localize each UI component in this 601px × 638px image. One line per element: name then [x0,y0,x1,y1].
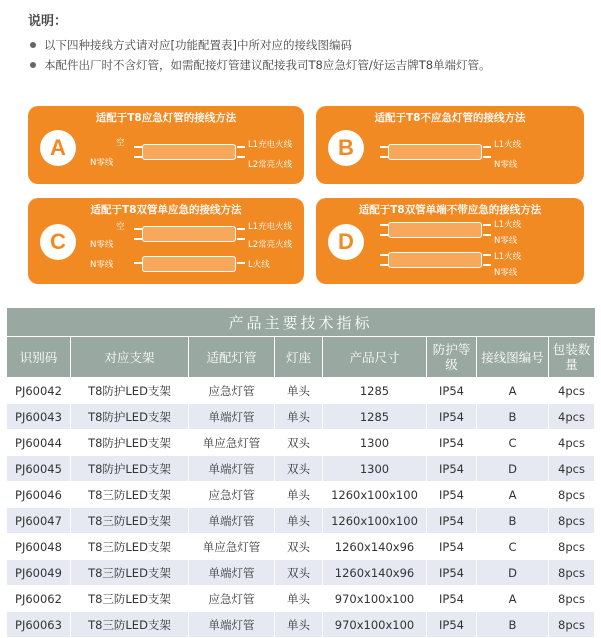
tube-pin [483,146,491,148]
table-cell: 应急灯管 [189,586,275,612]
table-row [7,430,595,456]
table-row [7,612,595,638]
tube-graphic [142,144,236,160]
tube-pin [134,228,142,230]
table-cell: 4pcs [549,378,595,404]
table-cell: 单端灯管 [189,456,275,482]
table-cell: B [477,404,549,430]
wiring-card-a [28,106,304,184]
table-cell: 970x100x100 [323,586,427,612]
note-item: 以下四种接线方式请对应[功能配置表]中所对应的接线图编码 [28,35,588,55]
table-cell: 8pcs [549,508,595,534]
table-cell: 4pcs [549,404,595,430]
table-cell: T8防护LED支架 [71,404,189,430]
letter-badge: D [328,224,364,260]
table-cell: 单应急灯管 [189,430,275,456]
wiring-card-b [316,106,584,184]
table-cell: IP54 [427,404,477,430]
column-header: 防护等级 [427,337,477,378]
table-cell: A [477,586,549,612]
table-cell: PJ60043 [7,404,71,430]
card-title: 适配于T8应急灯管的接线方法 [95,112,237,124]
table-cell: 4pcs [549,430,595,456]
table-cell: 双头 [275,534,323,560]
table-cell: IP54 [427,560,477,586]
table-cell: 单端灯管 [189,404,275,430]
table-cell: IP54 [427,456,477,482]
table-row [7,482,595,508]
table-cell: 1260x140x96 [323,534,427,560]
table-cell: 单端灯管 [189,560,275,586]
table-cell: D [477,456,549,482]
table-cell: IP54 [427,534,477,560]
tube-pin [237,238,245,240]
column-header: 包装数量 [549,337,595,378]
tube-pin [237,146,245,148]
table-cell: C [477,534,549,560]
table-cell: PJ60062 [7,586,71,612]
column-header: 对应支架 [71,337,189,378]
table-cell: T8防护LED支架 [71,378,189,404]
table-cell: 1300 [323,456,427,482]
tube-pin [380,254,388,256]
wire-label: N零线 [90,240,114,250]
tube-pin [380,234,388,236]
table-cell: 应急灯管 [189,378,275,404]
wire-label: L火线 [248,260,270,270]
table-cell: T8防护LED支架 [71,456,189,482]
tube-pin [483,264,491,266]
table-cell: B [477,508,549,534]
table-title: 产品主要技术指标 [7,308,595,337]
tube-pin [483,224,491,226]
table-cell: 单头 [275,378,323,404]
column-header: 产品尺寸 [323,337,427,378]
tube-graphic [388,222,482,238]
card-title: 适配于T8双管单端不带应急的接线方法 [358,204,542,216]
wire-label: L1充电火线 [248,222,293,232]
tube-pin [134,238,142,240]
table-cell: 双头 [275,456,323,482]
tube-pin [134,146,142,148]
tube-pin [134,156,142,158]
wire-label: N零线 [90,260,114,270]
table-cell: 1285 [323,378,427,404]
table-row [7,560,595,586]
table-cell: PJ60045 [7,456,71,482]
column-header: 识别码 [7,337,71,378]
table-cell: IP54 [427,586,477,612]
table-cell: 单头 [275,508,323,534]
wire-label: L1火线 [494,140,522,150]
wire-label: L2常亮火线 [248,240,293,250]
table-cell: 单头 [275,612,323,638]
table-cell: T8三防LED支架 [71,612,189,638]
table-cell: PJ60063 [7,612,71,638]
tube-pin [380,146,388,148]
table-cell: PJ60047 [7,508,71,534]
table-cell: T8三防LED支架 [71,482,189,508]
column-header: 接线图编号 [477,337,549,378]
table-cell: 970x100x100 [323,612,427,638]
table-cell: IP54 [427,430,477,456]
table-cell: PJ60046 [7,482,71,508]
table-cell: 单头 [275,482,323,508]
table-header-row [7,337,595,378]
tube-pin [134,262,142,264]
tube-graphic [142,226,236,242]
spec-table-section [6,308,594,638]
table-cell: 1260x100x100 [323,482,427,508]
wire-label: N零线 [494,160,518,170]
wire-label: L1火线 [494,252,522,262]
table-cell: 8pcs [549,612,595,638]
letter-badge: C [40,224,76,260]
wire-label: L1火线 [494,220,522,230]
table-cell: PJ60044 [7,430,71,456]
table-cell: A [477,378,549,404]
tube-pin [237,262,245,264]
table-cell: 8pcs [549,534,595,560]
table-cell: T8三防LED支架 [71,534,189,560]
table-row [7,534,595,560]
table-cell: T8三防LED支架 [71,586,189,612]
table-cell: 双头 [275,430,323,456]
tube-pin [380,224,388,226]
letter-badge: A [40,130,76,166]
tube-pin [380,156,388,158]
table-cell: 单头 [275,404,323,430]
table-row [7,508,595,534]
card-title: 适配于T8不应急灯管的接线方法 [374,112,526,124]
table-cell: T8三防LED支架 [71,560,189,586]
tube-pin [483,156,491,158]
table-body [7,378,595,638]
table-cell: D [477,560,549,586]
wire-label: N零线 [494,236,518,246]
table-cell: 应急灯管 [189,482,275,508]
table-row [7,378,595,404]
tube-pin [380,264,388,266]
tube-pin [237,156,245,158]
table-cell: 单应急灯管 [189,534,275,560]
table-cell: IP54 [427,612,477,638]
table-cell: 双头 [275,560,323,586]
spec-table [6,308,595,638]
letter-badge: B [328,130,364,166]
table-cell: A [477,482,549,508]
table-row [7,404,595,430]
table-cell: 1285 [323,404,427,430]
column-header: 灯座 [275,337,323,378]
wiring-card-d [316,198,584,284]
table-cell: PJ60049 [7,560,71,586]
wire-label: L1充电火线 [248,140,293,150]
table-cell: 8pcs [549,586,595,612]
table-cell: 单端灯管 [189,612,275,638]
table-cell: C [477,430,549,456]
table-cell: 1300 [323,430,427,456]
wire-label: N零线 [90,158,114,168]
tube-graphic [142,256,236,272]
table-cell: T8三防LED支架 [71,508,189,534]
table-cell: T8防护LED支架 [71,430,189,456]
notes-section [28,10,588,75]
note-item: 本配件出厂时不含灯管，如需配接灯管建议配接我司T8应急灯管/好运吉牌T8单端灯管。 [28,55,588,75]
table-cell: PJ60048 [7,534,71,560]
wire-label: 空 [116,222,125,232]
wire-label: 空 [116,138,125,148]
tube-pin [483,254,491,256]
column-header: 适配灯管 [189,337,275,378]
table-cell: 8pcs [549,482,595,508]
table-cell: IP54 [427,378,477,404]
table-cell: 8pcs [549,560,595,586]
card-title: 适配于T8双管单应急的接线方法 [90,204,242,216]
tube-graphic [388,252,482,268]
wire-label: N零线 [494,268,518,278]
table-cell: IP54 [427,508,477,534]
table-cell: B [477,612,549,638]
table-cell: 1260x100x100 [323,508,427,534]
wiring-card-c [28,198,304,284]
tube-pin [237,228,245,230]
table-cell: 单头 [275,586,323,612]
wire-label: L2常亮火线 [248,160,293,170]
table-cell: 单端灯管 [189,508,275,534]
table-cell: IP54 [427,482,477,508]
tube-pin [483,234,491,236]
notes-title: 说明： [28,14,68,29]
table-row [7,586,595,612]
table-cell: PJ60042 [7,378,71,404]
tube-graphic [388,144,482,160]
table-cell: 4pcs [549,456,595,482]
table-row [7,456,595,482]
table-cell: 1260x140x96 [323,560,427,586]
